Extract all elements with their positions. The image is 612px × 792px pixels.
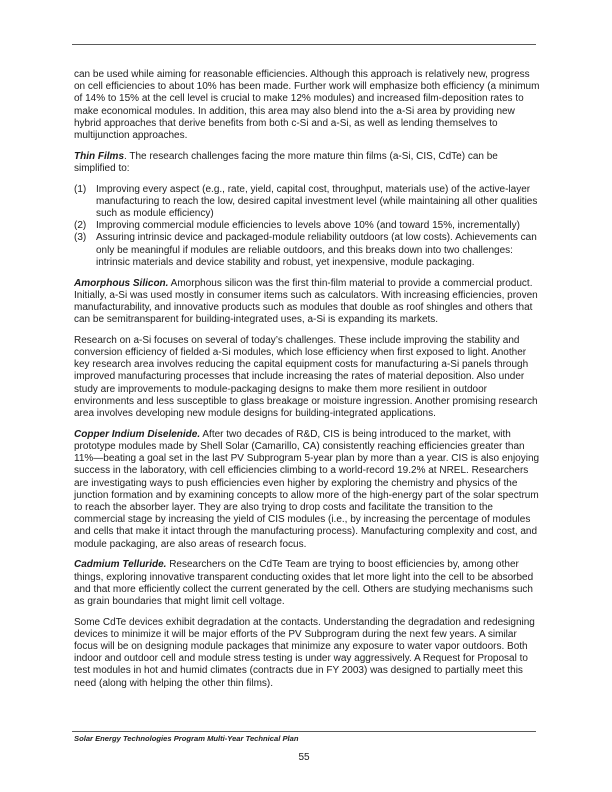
paragraph-lead: Cadmium Telluride. bbox=[74, 559, 167, 571]
paragraph-lead: Copper Indium Diselenide. bbox=[74, 428, 201, 440]
list-item-text: Assuring intrinsic device and packaged-module reliability outdoors (at low costs). Achievements can only be meaningful if modules are reliable outdoors, and this breaks down into two challenges: intrinsic materials and device stability and robust, yet inexpensive, module packaging. bbox=[96, 232, 537, 268]
list-item-number: (3) bbox=[74, 232, 87, 244]
paragraph-text: After two decades of R&D, CIS is being introduced to the market, with prototype modules made by Shell Solar (Camarillo, CA) consistently reaching efficiencies greater than 11%—beating a goal set in the last PV Subprogram 5-year plan by more than a year. CIS is also enjoying success in the laboratory, with cell efficiencies climbing to a world-record 19.2% at NREL. Researchers are investigating ways to push efficiencies even higher by exploring the chemistry and physics of the junction formation and by examining concepts to allow more of the high-energy part of the solar spectrum to reach the absorber layer. They are also trying to drop costs and facilitate the transition to the commercial stage by increasing the yield of CIS modules (i.e., by increasing the percentage of modules and cells that make it intact through the manufacturing process). Manufacturing complexity and cost, and module packaging, are also areas of research focus. bbox=[74, 428, 540, 550]
paragraph-thin-films bbox=[74, 151, 542, 175]
header-rule bbox=[72, 44, 536, 45]
list-item bbox=[74, 220, 542, 232]
list-item-text: Improving commercial module efficiencies to levels above 10% (and toward 15%, incrementally) bbox=[96, 220, 520, 232]
list-item bbox=[74, 184, 542, 221]
paragraph-text: Researchers on the CdTe Team are trying to boost efficiencies by, among other things, exploring innovative transparent conducting oxides that let more light into the cell to be absorbed and that more efficiently collect the current generated by the cell. Others are studying mechanisms such as grain boundaries that might limit cell voltage. bbox=[74, 559, 534, 607]
paragraph-copper-indium-diselenide bbox=[74, 429, 542, 551]
paragraph-cadmium-telluride bbox=[74, 559, 542, 608]
paragraph-text: . The research challenges facing the more mature thin films (a-Si, CIS, CdTe) can be simplified to: bbox=[74, 150, 498, 174]
paragraph-text: Amorphous silicon was the first thin-film material to provide a commercial product. Initially, a-Si was used mostly in consumer items such as calculators. With increasing efficiencies, proven manufacturability, and innovative products such as modules that double as roof shingles and others that can be semitransparent for building-integrated uses, a-Si is expanding its markets. bbox=[74, 277, 538, 326]
paragraph-text: Research on a-Si focuses on several of today’s challenges. These include improving the stability and conversion efficiency of fielded a-Si modules, which lose efficiency when first exposed to light. Another key research area involves reducing the capital equipment costs for manufacturing a-Si panels through improved manufacturing processes that include increasing the rates of material deposition. Also under study are improvements to module-packaging designs to make them more resilient in outdoor environments and less susceptible to glass breakage or moisture ingression. Another promising research area involves developing new module designs for building-integrated applications. bbox=[74, 334, 538, 420]
footer-doc-title: Solar Energy Technologies Program Multi-Year Technical Plan bbox=[74, 734, 299, 743]
numbered-list bbox=[74, 184, 542, 269]
footer-rule bbox=[72, 731, 536, 732]
list-item-text: Improving every aspect (e.g., rate, yield, capital cost, throughput, materials use) of the active-layer manufacturing to reach the low, desired capital investment level (while maintaining all other qualities such as module efficiency) bbox=[96, 183, 538, 220]
paragraph-lead: Amorphous Silicon. bbox=[74, 277, 169, 289]
page-number: 55 bbox=[298, 752, 310, 763]
paragraph-asi-research bbox=[74, 335, 542, 420]
paragraph-text: can be used while aiming for reasonable efficiencies. Although this approach is relatively new, progress on cell efficiencies to about 10% has been made. Further work will emphasize both efficiency (a minimum of 14% to 15% at the cell level is crucial to make 12% modules) and increased film-deposition rates to make economical modules. In addition, this area may also blend into the a-Si area by providing new hybrid approaches that derive benefits from both c-Si and a-Si, as well as lending themselves to multijunction approaches. bbox=[74, 69, 540, 142]
paragraph-continuation bbox=[74, 69, 542, 142]
page-body bbox=[74, 69, 542, 698]
list-item-number: (1) bbox=[74, 183, 87, 195]
list-item bbox=[74, 232, 542, 269]
list-item-number: (2) bbox=[74, 220, 87, 232]
paragraph-lead: Thin Films bbox=[74, 150, 124, 162]
paragraph-text: Some CdTe devices exhibit degradation at the contacts. Understanding the degradation and redesigning devices to minimize it will be major efforts of the PV Subprogram during the next few years. A similar focus will be on designing module packages that minimize any exposure to water vapor outdoors. Both indoor and outdoor cell and module stress testing is under way aggressively. A Request for Proposal to test modules in hot and humid climates (contracts due in FY 2003) was designed to partially meet this need (along with helping the other thin films). bbox=[74, 616, 535, 689]
paragraph-cdte-degradation bbox=[74, 617, 542, 690]
paragraph-amorphous-silicon bbox=[74, 278, 542, 327]
